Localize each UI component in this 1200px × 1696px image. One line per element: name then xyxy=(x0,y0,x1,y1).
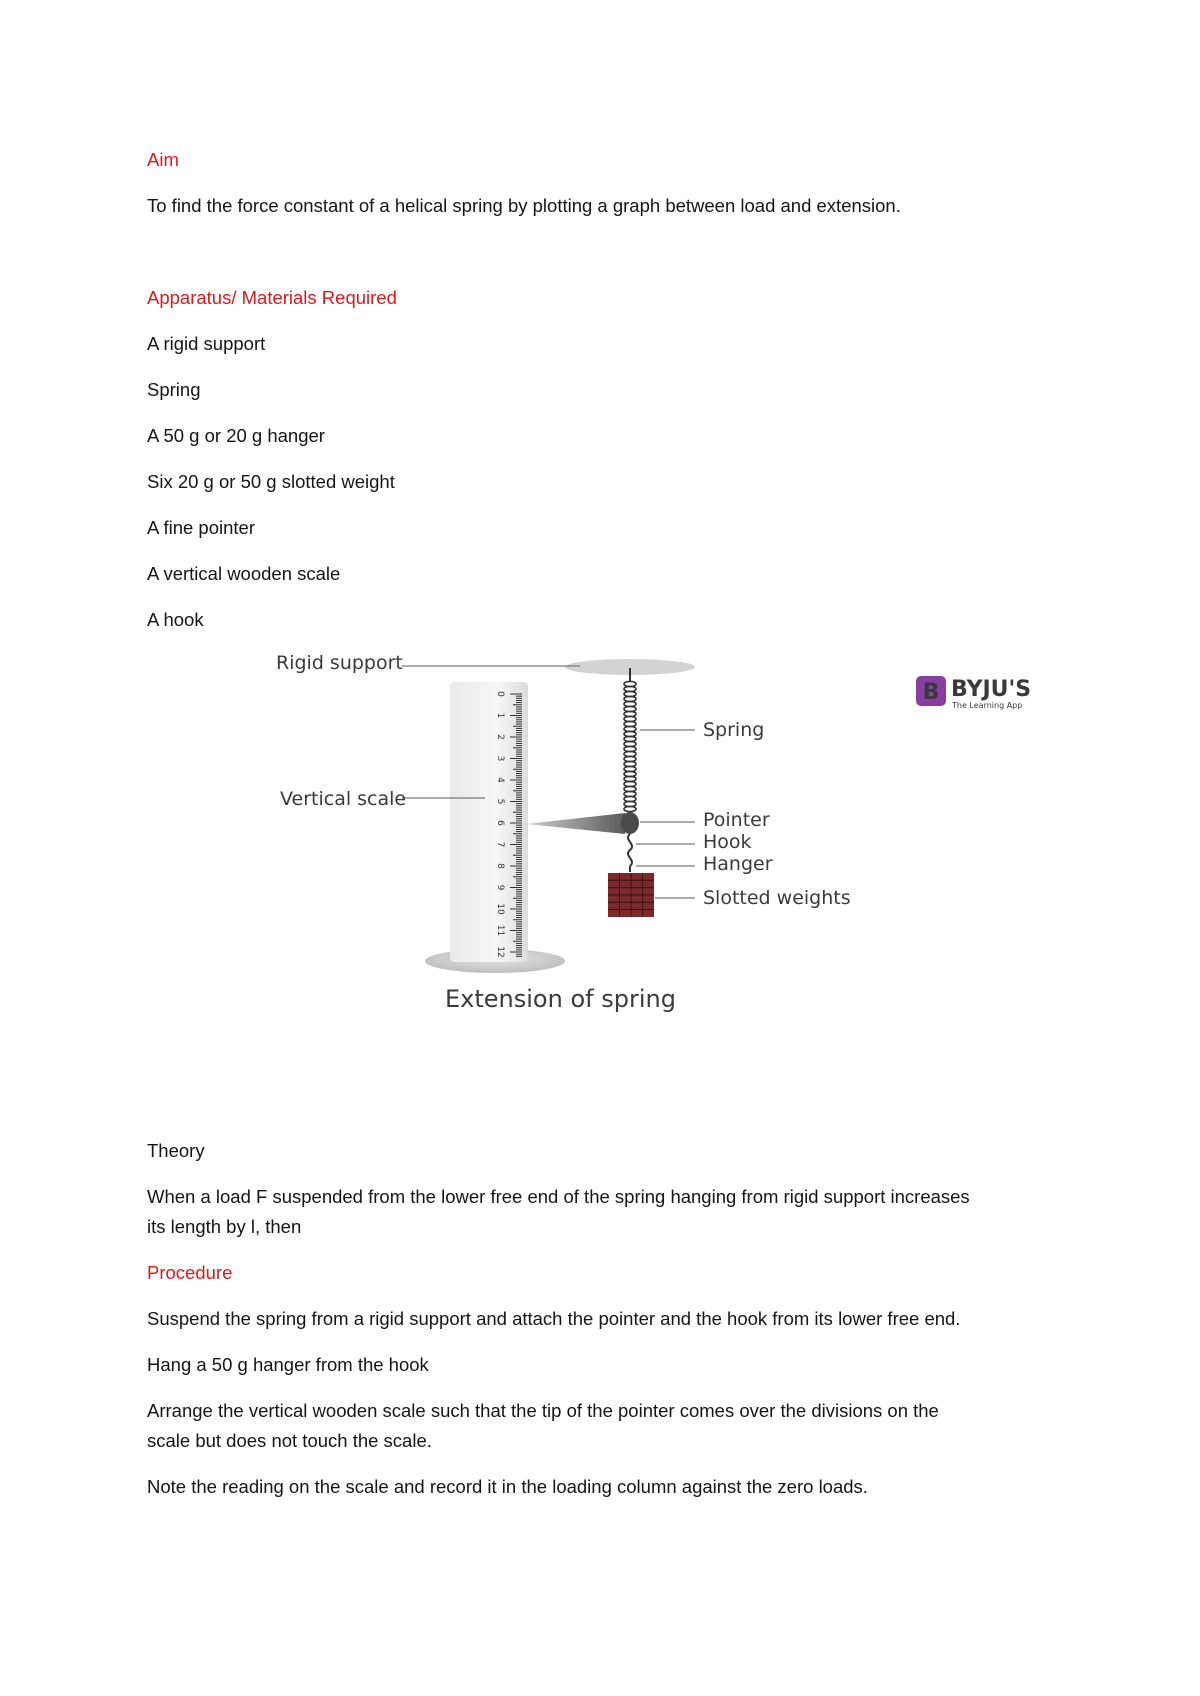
scale-number: 10 xyxy=(495,903,505,915)
procedure-step-continued: scale but does not touch the scale. xyxy=(147,1430,432,1451)
scale-number: 0 xyxy=(495,691,505,697)
label-pointer: Pointer xyxy=(703,809,770,831)
apparatus-item: A 50 g or 20 g hanger xyxy=(147,425,325,446)
scale-number: 9 xyxy=(495,884,505,891)
label-vertical-scale: Vertical scale xyxy=(280,788,407,810)
pointer xyxy=(526,813,625,834)
apparatus-item: A fine pointer xyxy=(147,517,255,538)
vertical-scale xyxy=(425,682,565,973)
label-slotted-weights: Slotted weights xyxy=(703,887,851,909)
procedure-heading: Procedure xyxy=(147,1262,233,1283)
scale-number: 5 xyxy=(495,798,505,805)
scale-number: 7 xyxy=(495,841,505,848)
label-hanger: Hanger xyxy=(703,853,773,875)
byjus-logo xyxy=(916,676,1031,710)
apparatus-item: A rigid support xyxy=(147,333,266,354)
apparatus-item: A vertical wooden scale xyxy=(147,563,341,584)
procedure-step: Hang a 50 g hanger from the hook xyxy=(147,1354,429,1375)
procedure-step: Arrange the vertical wooden scale such that the tip of the pointer comes over the divisions on the xyxy=(147,1400,939,1421)
logo-tagline: The Learning App xyxy=(952,701,1023,710)
spring xyxy=(624,668,636,816)
theory-text-line: When a load F suspended from the lower free end of the spring hanging from rigid support increases xyxy=(147,1186,970,1207)
figure-caption: Extension of spring xyxy=(445,985,676,1013)
scale-number: 6 xyxy=(495,820,505,826)
label-hook: Hook xyxy=(703,831,752,853)
theory-heading: Theory xyxy=(147,1140,205,1161)
label-rigid-support: Rigid support xyxy=(276,652,403,674)
procedure-step: Note the reading on the scale and record it in the loading column against the zero loads. xyxy=(147,1476,868,1497)
scale-number: 11 xyxy=(495,924,505,937)
scale-number: 4 xyxy=(495,777,505,783)
spring-apparatus-figure xyxy=(276,652,1050,1110)
theory-text-line: its length by l, then xyxy=(147,1216,302,1237)
aim-text: To find the force constant of a helical spring by plotting a graph between load and extension. xyxy=(147,195,901,216)
apparatus-heading: Apparatus/ Materials Required xyxy=(147,287,397,308)
scale-number: 1 xyxy=(495,712,505,719)
scale-number: 2 xyxy=(495,734,505,740)
slotted-weights xyxy=(608,873,654,917)
apparatus-item: Six 20 g or 50 g slotted weight xyxy=(147,471,395,492)
hook xyxy=(628,834,632,866)
apparatus-item: A hook xyxy=(147,609,204,630)
procedure-step: Suspend the spring from a rigid support and attach the pointer and the hook from its lower free end. xyxy=(147,1308,961,1329)
scale-number: 8 xyxy=(495,863,505,869)
apparatus-item: Spring xyxy=(147,379,201,400)
spring-coil xyxy=(624,806,636,811)
aim-heading: Aim xyxy=(147,149,179,170)
logo-brand: BYJU'S xyxy=(951,677,1032,702)
label-spring: Spring xyxy=(703,719,765,741)
scale-number: 12 xyxy=(495,946,505,958)
scale-number: 3 xyxy=(495,755,505,762)
logo-letter: B xyxy=(922,680,940,705)
